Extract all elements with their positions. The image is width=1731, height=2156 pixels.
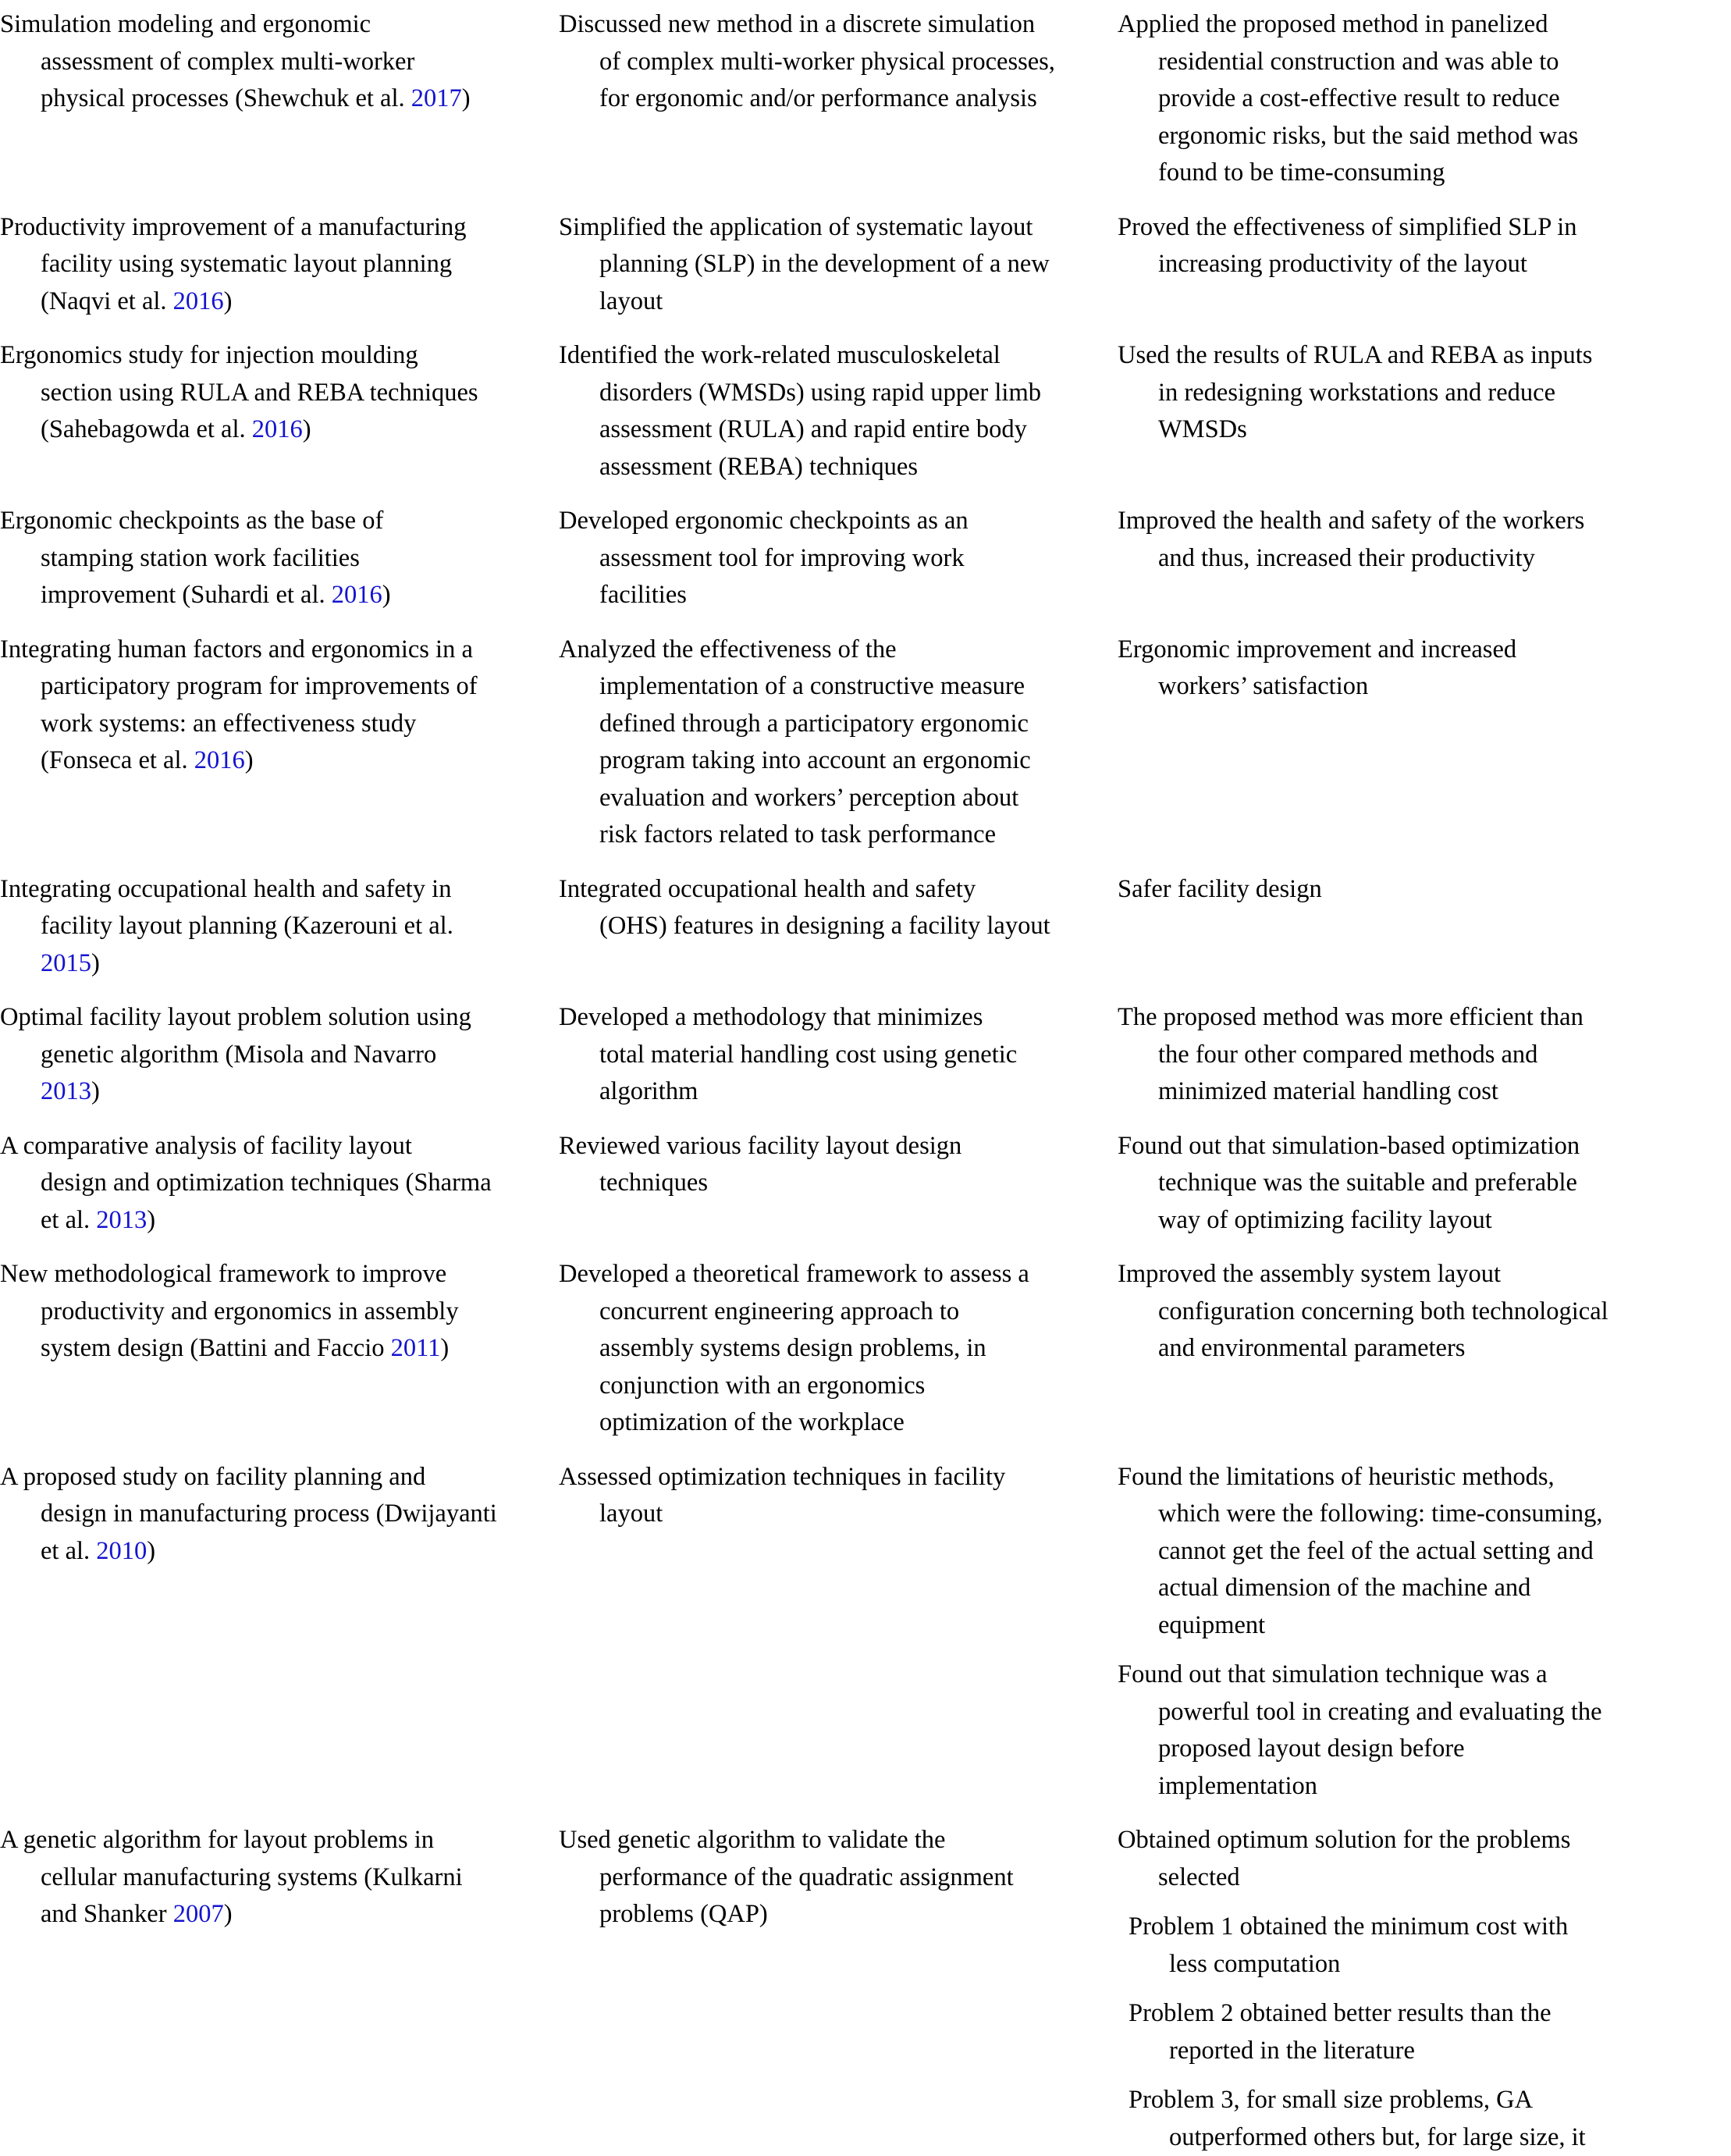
text-line: Found out that simulation-based optimization [1138, 1128, 1715, 1165]
finding-block [1138, 1459, 1715, 1645]
text-line: minimized material handling cost [1138, 1073, 1715, 1111]
citation-year[interactable]: 2015 [41, 949, 91, 977]
citation-year[interactable]: 2010 [96, 1537, 147, 1565]
finding-block [1138, 999, 1715, 1111]
cell-findings [1138, 999, 1731, 1111]
text-line: assessment of complex multi-worker [20, 44, 545, 81]
citation-year[interactable]: 2007 [173, 1900, 224, 1928]
text-line: disorders (WMSDs) using rapid upper limb [579, 375, 1104, 412]
text-line: way of optimizing facility layout [1138, 1202, 1715, 1240]
text-line: Problem 3, for small size problems, GA [1149, 2082, 1715, 2119]
cell-study-title [20, 1459, 559, 1571]
text-line: problems (QAP) [579, 1896, 1104, 1934]
text-line: and environmental parameters [1138, 1330, 1715, 1368]
text-line: actual dimension of the machine and [1138, 1570, 1715, 1607]
cell-study-title [20, 871, 559, 983]
text-line: et al. 2010) [20, 1533, 545, 1571]
text-line: section using RULA and REBA techniques [20, 375, 545, 412]
cell-objective [579, 6, 1118, 118]
text-line: reported in the literature [1149, 2033, 1715, 2070]
citation-year[interactable]: 2013 [41, 1077, 91, 1105]
text-line: Reviewed various facility layout design [579, 1128, 1104, 1165]
cell-objective [579, 632, 1118, 854]
text-line: improvement (Suhardi et al. 2016) [20, 577, 545, 614]
text-line: Integrating human factors and ergonomics in a [20, 632, 545, 669]
text-line: facility layout planning (Kazerouni et al. [20, 908, 545, 945]
finding-block [1138, 6, 1715, 192]
text-line: implementation [1138, 1768, 1715, 1806]
finding-block [1138, 1128, 1715, 1240]
cell-study-title [20, 503, 559, 614]
text-line: A comparative analysis of facility layout [20, 1128, 545, 1165]
findings-clip [1138, 1128, 1715, 1240]
text-line: Simplified the application of systematic layout [579, 209, 1104, 247]
cell-objective [579, 999, 1118, 1111]
cell-findings [1138, 1256, 1731, 1368]
table-row [0, 1459, 1597, 1806]
cell-findings [1138, 337, 1731, 449]
text-line: (OHS) features in designing a facility layout [579, 908, 1104, 945]
findings-clip [1138, 999, 1715, 1111]
text-line: in redesigning workstations and reduce [1138, 375, 1715, 412]
text-line: design and optimization techniques (Sharma [20, 1165, 545, 1202]
text-line: and Shanker 2007) [20, 1896, 545, 1934]
text-line: Improved the assembly system layout [1138, 1256, 1715, 1293]
text-line: concurrent engineering approach to [579, 1293, 1104, 1331]
cell-findings [1138, 209, 1731, 283]
cell-study-title [20, 6, 559, 118]
findings-clip [1138, 1256, 1715, 1368]
text-line: performance of the quadratic assignment [579, 1859, 1104, 1897]
text-line: New methodological framework to improve [20, 1256, 545, 1293]
text-line: Developed ergonomic checkpoints as an [579, 503, 1104, 540]
text-line: program taking into account an ergonomic [579, 742, 1104, 780]
cell-objective [579, 871, 1118, 945]
text-line: outperformed others but, for large size, it [1149, 2119, 1715, 2156]
text-line: Developed a theoretical framework to assess a [579, 1256, 1104, 1293]
text-line: Developed a methodology that minimizes [579, 999, 1104, 1037]
finding-block [1138, 1656, 1715, 1805]
citation-year[interactable]: 2013 [96, 1206, 147, 1234]
finding-block [1138, 871, 1715, 909]
cell-findings [1138, 1822, 1731, 2156]
text-line: 2013) [20, 1073, 545, 1111]
cell-findings [1138, 632, 1731, 706]
cell-objective [579, 1459, 1118, 1533]
text-line: selected [1138, 1859, 1715, 1897]
block-spacer [1138, 2069, 1715, 2082]
text-line: the four other compared methods and [1138, 1037, 1715, 1074]
cell-findings [1138, 1459, 1731, 1806]
cell-objective [579, 209, 1118, 321]
cell-objective [579, 337, 1118, 486]
text-line: work systems: an effectiveness study [20, 706, 545, 743]
text-line: Simulation modeling and ergonomic [20, 6, 545, 44]
table-row [0, 6, 1597, 192]
text-line: A proposed study on facility planning and [20, 1459, 545, 1496]
finding-block [1138, 1256, 1715, 1368]
text-line: facility using systematic layout planning [20, 246, 545, 283]
text-line: powerful tool in creating and evaluating the [1138, 1694, 1715, 1731]
findings-clip [1138, 1822, 1715, 2156]
text-line: Improved the health and safety of the workers [1138, 503, 1715, 540]
finding-block [1138, 337, 1715, 449]
cell-study-title [20, 999, 559, 1111]
text-line: found to be time-consuming [1138, 155, 1715, 192]
table-row [0, 1256, 1597, 1442]
cell-objective [579, 1822, 1118, 1934]
text-line: 2015) [20, 945, 545, 983]
text-line: cannot get the feel of the actual setting and [1138, 1533, 1715, 1571]
cell-study-title [20, 1256, 559, 1368]
table-row [0, 1822, 1597, 2156]
block-spacer [1138, 1644, 1715, 1656]
cell-study-title [20, 1128, 559, 1240]
text-line: proposed layout design before [1138, 1731, 1715, 1768]
table-row [0, 209, 1597, 321]
text-line: The proposed method was more efficient than [1138, 999, 1715, 1037]
text-line: assessment (RULA) and rapid entire body [579, 411, 1104, 449]
text-line: (Sahebagowda et al. 2016) [20, 411, 545, 449]
text-line: for ergonomic and/or performance analysis [579, 80, 1104, 118]
text-line: Used the results of RULA and REBA as inputs [1138, 337, 1715, 375]
text-line: risk factors related to task performance [579, 817, 1104, 854]
text-line: assessment (REBA) techniques [579, 449, 1104, 486]
cell-objective [579, 503, 1118, 614]
text-line: assessment tool for improving work [579, 540, 1104, 578]
text-line: Integrated occupational health and safety [579, 871, 1104, 909]
text-line: defined through a participatory ergonomic [579, 706, 1104, 743]
block-spacer [1138, 1983, 1715, 1995]
cell-findings [1138, 1128, 1731, 1240]
text-line: Assessed optimization techniques in facility [579, 1459, 1104, 1496]
finding-block [1138, 503, 1715, 577]
text-line: A genetic algorithm for layout problems in [20, 1822, 545, 1859]
text-line: conjunction with an ergonomics [579, 1368, 1104, 1405]
finding-block [1138, 1995, 1715, 2069]
cell-objective [579, 1128, 1118, 1202]
text-line: implementation of a constructive measure [579, 668, 1104, 706]
text-line: optimization of the workplace [579, 1404, 1104, 1442]
text-line: Ergonomic checkpoints as the base of [20, 503, 545, 540]
citation-year[interactable]: 2011 [391, 1334, 441, 1362]
cell-study-title [20, 1822, 559, 1934]
text-line: provide a cost-effective result to reduce [1138, 80, 1715, 118]
cell-findings [1138, 871, 1731, 909]
text-line: equipment [1138, 1607, 1715, 1645]
text-line: Found the limitations of heuristic methods, [1138, 1459, 1715, 1496]
findings-clip [1138, 209, 1715, 283]
table-row [0, 632, 1597, 854]
text-line: layout [579, 1496, 1104, 1533]
text-line: workers’ satisfaction [1138, 668, 1715, 706]
citation-year[interactable]: 2017 [411, 84, 462, 112]
text-line: Applied the proposed method in panelized [1138, 6, 1715, 44]
text-line: participatory program for improvements of [20, 668, 545, 706]
text-line: Productivity improvement of a manufacturing [20, 209, 545, 247]
finding-block [1138, 2082, 1715, 2156]
text-line: evaluation and workers’ perception about [579, 780, 1104, 817]
text-line: system design (Battini and Faccio 2011) [20, 1330, 545, 1368]
text-line: total material handling cost using genetic [579, 1037, 1104, 1074]
text-line: Used genetic algorithm to validate the [579, 1822, 1104, 1859]
cell-study-title [20, 337, 559, 449]
text-line: (Naqvi et al. 2016) [20, 283, 545, 321]
text-line: Integrating occupational health and safety in [20, 871, 545, 909]
findings-clip [1138, 1459, 1715, 1806]
text-line: Obtained optimum solution for the problems [1138, 1822, 1715, 1859]
text-line: productivity and ergonomics in assembly [20, 1293, 545, 1331]
text-line: and thus, increased their productivity [1138, 540, 1715, 578]
findings-clip [1138, 6, 1715, 192]
table-row [0, 871, 1597, 983]
text-line: increasing productivity of the layout [1138, 246, 1715, 283]
text-line: Problem 2 obtained better results than the [1149, 1995, 1715, 2033]
finding-block [1138, 1909, 1715, 1983]
text-line: Proved the effectiveness of simplified SLP in [1138, 209, 1715, 247]
citation-year[interactable]: 2016 [252, 415, 303, 443]
text-line: Found out that simulation technique was a [1138, 1656, 1715, 1694]
text-line: Discussed new method in a discrete simulation [579, 6, 1104, 44]
text-line: genetic algorithm (Misola and Navarro [20, 1037, 545, 1074]
text-line: ergonomic risks, but the said method was [1138, 118, 1715, 155]
text-line: techniques [579, 1165, 1104, 1202]
text-line: which were the following: time-consuming, [1138, 1496, 1715, 1533]
cell-findings [1138, 503, 1731, 577]
text-line: Identified the work-related musculoskeletal [579, 337, 1104, 375]
text-line: (Fonseca et al. 2016) [20, 742, 545, 780]
findings-clip [1138, 503, 1715, 577]
text-line: residential construction and was able to [1138, 44, 1715, 81]
text-line: facilities [579, 577, 1104, 614]
text-line: WMSDs [1138, 411, 1715, 449]
text-line: planning (SLP) in the development of a new [579, 246, 1104, 283]
cell-objective [579, 1256, 1118, 1442]
text-line: Ergonomics study for injection moulding [20, 337, 545, 375]
text-line: Problem 1 obtained the minimum cost with [1149, 1909, 1715, 1946]
text-line: configuration concerning both technological [1138, 1293, 1715, 1331]
text-line: Safer facility design [1138, 871, 1715, 909]
cell-study-title [20, 209, 559, 321]
table-row [0, 1128, 1597, 1240]
text-line: design in manufacturing process (Dwijayanti [20, 1496, 545, 1533]
text-line: Optimal facility layout problem solution using [20, 999, 545, 1037]
text-line: cellular manufacturing systems (Kulkarni [20, 1859, 545, 1897]
text-line: stamping station work facilities [20, 540, 545, 578]
findings-clip [1138, 871, 1715, 909]
text-line: Analyzed the effectiveness of the [579, 632, 1104, 669]
text-line: technique was the suitable and preferable [1138, 1165, 1715, 1202]
cell-study-title [20, 632, 559, 780]
text-line: physical processes (Shewchuk et al. 2017) [20, 80, 545, 118]
text-line: of complex multi-worker physical processes, [579, 44, 1104, 81]
table-row [0, 503, 1597, 614]
finding-block [1138, 1822, 1715, 1896]
citation-year[interactable]: 2016 [332, 581, 382, 609]
finding-block [1138, 632, 1715, 706]
block-spacer [1138, 1896, 1715, 1909]
cell-findings [1138, 6, 1731, 192]
findings-clip [1138, 337, 1715, 449]
findings-clip [1138, 632, 1715, 706]
text-line: assembly systems design problems, in [579, 1330, 1104, 1368]
text-line: less computation [1149, 1946, 1715, 1983]
text-line: algorithm [579, 1073, 1104, 1111]
table-row [0, 999, 1597, 1111]
finding-block [1138, 209, 1715, 283]
text-line: Ergonomic improvement and increased [1138, 632, 1715, 669]
text-line: et al. 2013) [20, 1202, 545, 1240]
citation-year[interactable]: 2016 [194, 746, 245, 774]
table-row [0, 337, 1597, 486]
citation-year[interactable]: 2016 [173, 287, 224, 315]
text-line: layout [579, 283, 1104, 321]
